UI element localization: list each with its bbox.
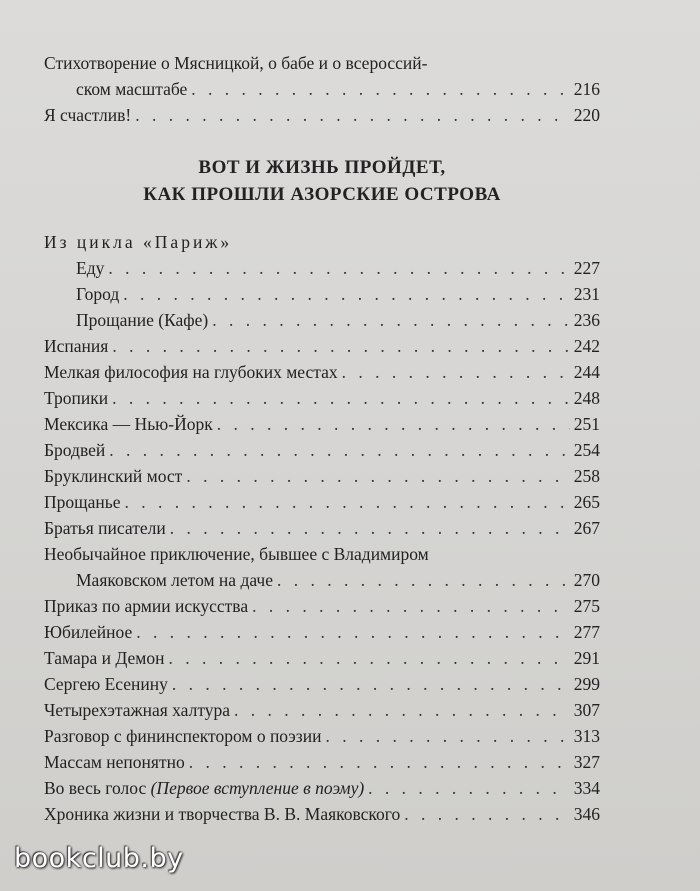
toc-main (44, 255, 600, 827)
leader-dots (125, 489, 570, 515)
toc-entry-title: Бродвей (44, 440, 106, 460)
toc-entry (44, 723, 600, 749)
leader-dots (108, 255, 569, 281)
toc-entry (44, 102, 600, 128)
toc-page-number: 346 (573, 804, 600, 824)
leader-dots (112, 385, 570, 411)
toc-page-number: 258 (573, 466, 600, 486)
toc-page-number: 220 (573, 105, 600, 125)
toc-entry-title: Мелкая философия на глубоких местах (44, 362, 338, 382)
toc-entry-title: Еду (76, 258, 105, 278)
toc-entry (44, 489, 600, 515)
section-heading-line: ВОТ И ЖИЗНЬ ПРОЙДЕТ, (198, 157, 446, 178)
toc-entry-continuation (44, 76, 600, 102)
toc-entry-title (44, 775, 364, 801)
leader-dots (136, 619, 570, 645)
toc-entry-title: Прощанье (44, 492, 121, 512)
toc-entry-title: Тамара и Демон (44, 648, 165, 668)
toc-entry-title: Четырехэтажная халтура (44, 700, 230, 720)
toc-entry-title: Приказ по армии искусства (44, 596, 249, 616)
toc-top (44, 50, 600, 128)
toc-page-number: 275 (573, 596, 600, 616)
leader-dots (172, 671, 570, 697)
toc-page-number: 265 (573, 492, 600, 512)
toc-page-number: 236 (573, 310, 600, 330)
toc-entry-title: Город (76, 284, 120, 304)
toc-entry (44, 749, 600, 775)
leader-dots (170, 515, 570, 541)
toc-page-number: 277 (573, 622, 600, 642)
toc-page-number: 216 (573, 79, 600, 99)
toc-entry-title: Сергею Есенину (44, 674, 168, 694)
toc-page-number: 270 (573, 570, 600, 590)
toc-entry (44, 437, 600, 463)
toc-page-number: 231 (573, 284, 600, 304)
section-heading-line: КАК ПРОШЛИ АЗОРСКИЕ ОСТРОВА (143, 184, 501, 205)
toc-page-number: 251 (573, 414, 600, 434)
toc-page-number: 307 (573, 700, 600, 720)
leader-dots (189, 749, 570, 775)
leader-dots (252, 593, 570, 619)
toc-entry (44, 463, 600, 489)
toc-entry-title: Юбилейное (44, 622, 133, 642)
toc-entry (44, 645, 600, 671)
toc-page-number: 248 (573, 388, 600, 408)
leader-dots (342, 359, 570, 385)
leader-dots (325, 723, 569, 749)
toc-entry-title: Массам непонятно (44, 752, 185, 772)
toc-entry (44, 281, 600, 307)
toc-entry (44, 307, 600, 333)
toc-entry (44, 359, 600, 385)
toc-entry-title: ском масштабе (76, 79, 188, 99)
toc-entry (44, 593, 600, 619)
leader-dots (123, 281, 570, 307)
toc-entry-title: Прощание (Кафе) (76, 310, 209, 330)
leader-dots (404, 801, 569, 827)
leader-dots (368, 775, 570, 801)
toc-page-number: 334 (573, 778, 600, 798)
toc-entry (44, 50, 600, 76)
toc-entry (44, 385, 600, 411)
toc-entry-title: Тропики (44, 388, 109, 408)
leader-dots (234, 697, 570, 723)
leader-dots (168, 645, 569, 671)
toc-page-number: 299 (573, 674, 600, 694)
toc-entry (44, 411, 600, 437)
cycle-label: Из цикла «Париж» (44, 232, 233, 252)
toc-entry (44, 541, 600, 567)
toc-page-number: 242 (573, 336, 600, 356)
toc-entry-title: Братья писатели (44, 518, 166, 538)
toc-entry-title: Стихотворение о Мясницкой, о бабе и о всероссий- (44, 53, 428, 73)
toc-page-number: 291 (573, 648, 600, 668)
toc-entry (44, 255, 600, 281)
toc-entry-title-main: Во весь голос (44, 778, 147, 798)
toc-page-number: 244 (573, 362, 600, 382)
leader-dots (186, 463, 569, 489)
toc-entry-title: Необычайное приключение, бывшее с Владимиром (44, 544, 429, 564)
toc-entry (44, 671, 600, 697)
leader-dots (217, 411, 570, 437)
toc-entry-title: Мексика — Нью-Йорк (44, 414, 213, 434)
toc-entry (44, 801, 600, 827)
leader-dots (112, 333, 569, 359)
leader-dots (212, 307, 570, 333)
toc-entry-continuation (44, 567, 600, 593)
section-heading (44, 154, 600, 208)
toc-page-number: 313 (573, 726, 600, 746)
toc-page-number: 267 (573, 518, 600, 538)
toc-entry (44, 515, 600, 541)
toc-page-number: 327 (573, 752, 600, 772)
toc-entry-title: Бруклинский мост (44, 466, 183, 486)
toc-entry-subtitle: (Первое вступление в поэму) (150, 778, 365, 798)
toc-page-number: 227 (573, 258, 600, 278)
toc-entry-title: Хроника жизни и творчества В. В. Маяковского (44, 804, 401, 824)
watermark: bookclub.by (14, 843, 184, 874)
toc-entry (44, 333, 600, 359)
toc-entry-title: Я счастлив! (44, 105, 132, 125)
toc-entry-title: Разговор с фининспектором о поэзии (44, 726, 322, 746)
leader-dots (109, 437, 570, 463)
leader-dots (191, 76, 569, 102)
toc-entry (44, 697, 600, 723)
toc-entry-title: Испания (44, 336, 109, 356)
leader-dots (135, 102, 570, 128)
toc-entry-title: Маяковском летом на даче (76, 570, 273, 590)
toc-entry (44, 619, 600, 645)
toc-entry (44, 775, 600, 801)
leader-dots (277, 567, 570, 593)
toc-page-number: 254 (573, 440, 600, 460)
